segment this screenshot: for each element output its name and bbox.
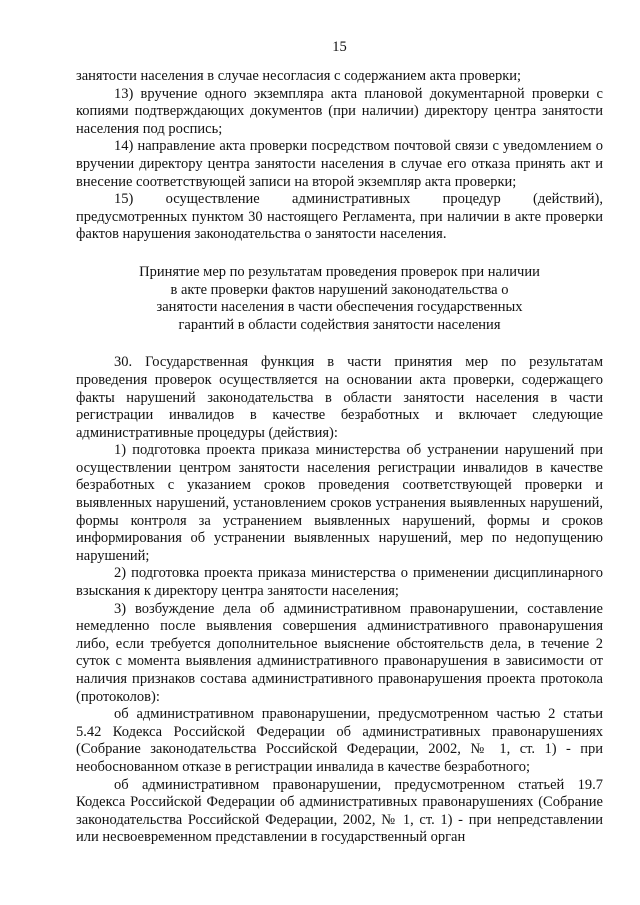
paragraph-item-1: 1) подготовка проекта приказа министерства об устранении нарушений при осуществлении центром занятости населения регистрации инвалидов в качестве безработных с указанием сроков проведения соответствующей проверки и выявленных нарушений, установлением сроков устранения выявленных нарушений, формы контроля за устранением выявленных нарушений, формы и сроков информирования об устранении выявленных нарушений, мер по недопущению нарушений;	[76, 442, 603, 564]
document-page	[76, 38, 603, 847]
section-heading-line: в акте проверки фактов нарушений законодательства о	[170, 281, 509, 298]
paragraph: занятости населения в случае несогласия с содержанием акта проверки;	[76, 68, 522, 84]
page-number: 15	[332, 39, 347, 55]
section-heading	[76, 264, 603, 334]
paragraph-clause-30: 30. Государственная функция в части принятия мер по результатам проведения проверок осуществляется на основании акта проверки, содержащего факты нарушений законодательства в области занятости населения в части регистрации инвалидов в качестве безработных и включает следующие административные процедуры (действия):	[76, 354, 603, 441]
paragraph-item-14: 14) направление акта проверки посредством почтовой связи с уведомлением о вручении директору центра занятости населения в случае его отказа принять акт и внесение соответствующей записи на второй экземпляр акта проверки;	[76, 138, 603, 190]
section-heading-line: Принятие мер по результатам проведения проверок при наличии	[139, 263, 540, 280]
paragraph-item-3: 3) возбуждение дела об административном правонарушении, составление немедленно после выявления совершения административного правонарушения либо, если требуется дополнительное выяснение обстоятельств дела, в течение 2 суток с момента выявления административного правонарушения в зависимости от наличия признаков состава административного правонарушения проекта протокола (протоколов):	[76, 600, 603, 705]
paragraph-item-15: 15) осуществление административных процедур (действий), предусмотренных пунктом 30 настоящего Регламента, при наличии в акте проверки фактов нарушения законодательства о занятости населения.	[76, 191, 603, 243]
paragraph-article-19-7: об административном правонарушении, предусмотренном статьей 19.7 Кодекса Российской Федерации об административных правонарушениях (Собрание законодательства Российской Федерации, 2002, № 1, ст. 1) - при непредставлении или несвоевременном представлении в государственный орган	[76, 776, 603, 846]
section-heading-line: гарантий в области содействия занятости населения	[178, 316, 501, 333]
paragraph-item-13: 13) вручение одного экземпляра акта плановой документарной проверки с копиями подтверждающих документов (при наличии) директору центра занятости населения под роспись;	[76, 85, 603, 137]
section-heading-line: занятости населения в части обеспечения государственных	[156, 299, 523, 316]
paragraph-article-5-42: об административном правонарушении, предусмотренном частью 2 статьи 5.42 Кодекса Российской Федерации об административных правонарушениях (Собрание законодательства Российской Федерации, 2002, № 1, ст. 1) - при необоснованном отказе в регистрации инвалида в качестве безработного;	[76, 706, 603, 775]
paragraphs-before	[76, 68, 603, 244]
paragraphs-after	[76, 354, 603, 847]
paragraph-item-2: 2) подготовка проекта приказа министерства о применении дисциплинарного взыскания к директору центра занятости населения;	[76, 565, 603, 600]
